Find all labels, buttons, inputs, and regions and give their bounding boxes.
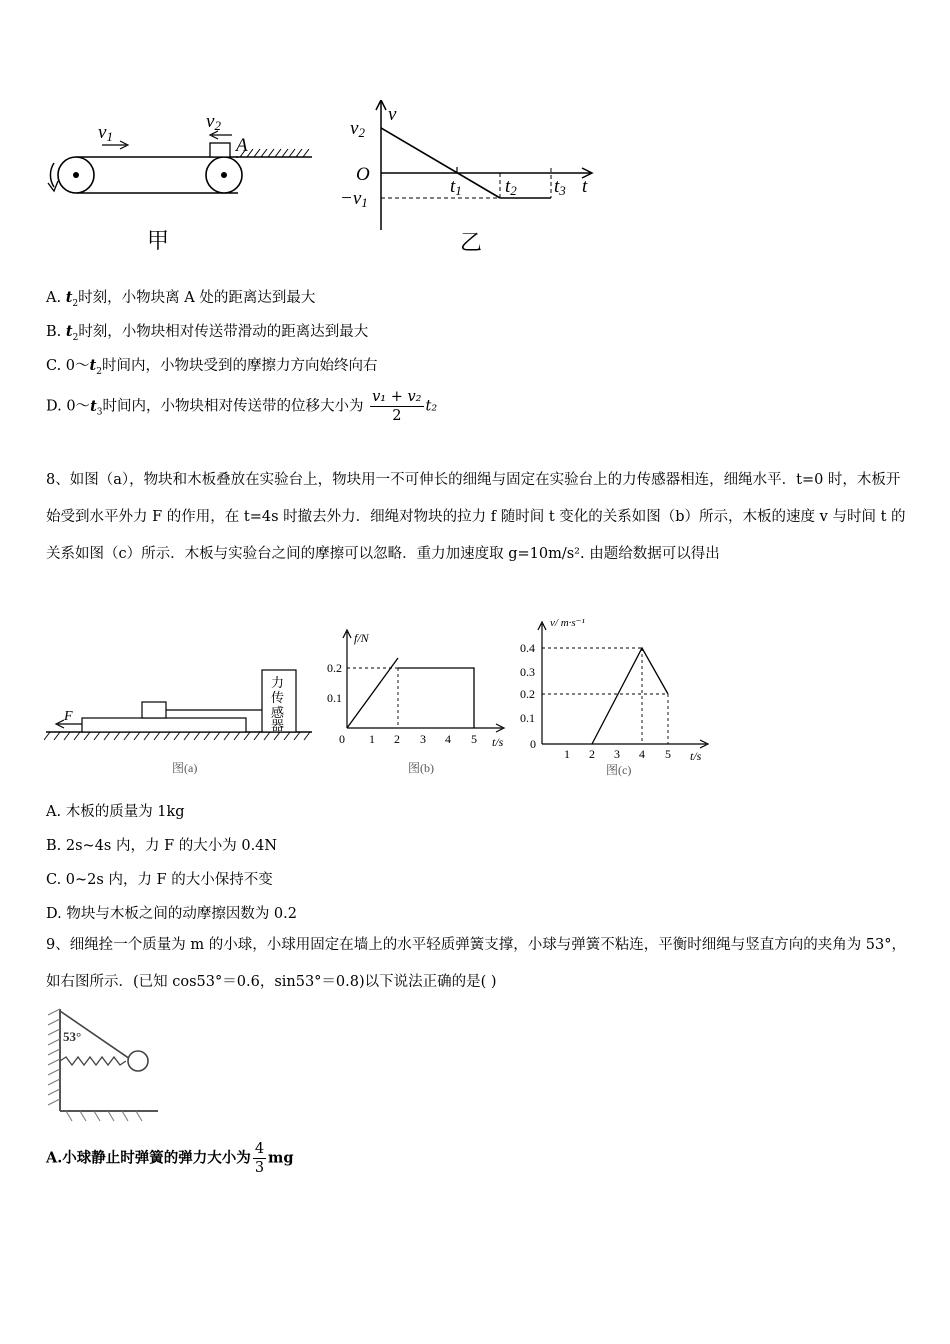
figure-a — [44, 664, 319, 782]
svg-text:2: 2 — [394, 732, 400, 746]
q7-option-b: B. $t_2$时刻，小物块相对传送带滑动的距离达到最大 — [46, 323, 369, 343]
svg-text:0: 0 — [530, 737, 536, 751]
svg-text:图(c): 图(c) — [606, 763, 632, 777]
svg-text:t/s: t/s — [690, 749, 702, 763]
svg-text:f/N: f/N — [354, 631, 369, 645]
figure-jia — [40, 105, 320, 255]
svg-text:0.3: 0.3 — [520, 665, 535, 679]
svg-text:力: 力 — [271, 675, 285, 690]
svg-text:1: 1 — [369, 732, 375, 746]
svg-text:器: 器 — [271, 718, 285, 733]
svg-text:0.2: 0.2 — [520, 687, 535, 701]
svg-text:5: 5 — [471, 732, 477, 746]
svg-text:0.4: 0.4 — [520, 641, 535, 655]
svg-text:t2: t2 — [505, 176, 517, 198]
figure-q9 — [46, 1005, 166, 1123]
svg-text:53°: 53° — [63, 1029, 82, 1044]
svg-text:v2: v2 — [350, 118, 365, 140]
fraction: $\frac{4}{3}$ — [254, 1141, 265, 1176]
f-curve — [347, 658, 398, 728]
svg-text:4: 4 — [445, 732, 451, 746]
svg-text:v/ m·s⁻¹: v/ m·s⁻¹ — [550, 617, 585, 629]
svg-text:感: 感 — [271, 705, 285, 720]
v-curve — [592, 648, 668, 744]
q7-option-a: A. $t_2$时刻，小物块离 A 处的距离达到最大 — [46, 289, 316, 309]
q8-option-c: C. 0~2s 内，力 F 的大小保持不变 — [46, 872, 273, 888]
svg-text:4: 4 — [639, 747, 645, 761]
svg-text:0.2: 0.2 — [327, 661, 342, 675]
svg-text:5: 5 — [665, 747, 671, 761]
block — [142, 702, 166, 718]
svg-text:F: F — [64, 709, 73, 724]
svg-text:2: 2 — [589, 747, 595, 761]
svg-text:t/s: t/s — [492, 735, 504, 749]
q8-option-a: A. 木板的质量为 1kg — [46, 804, 185, 820]
ball — [128, 1051, 148, 1071]
caption-jia: 甲 — [147, 228, 170, 253]
svg-text:0: 0 — [339, 732, 345, 746]
svg-text:1: 1 — [564, 747, 570, 761]
q9-option-a: A.小球静止时弹簧的弹力大小为 $\frac{4}{3}$ mg — [46, 1141, 294, 1176]
velocity-line — [381, 128, 500, 198]
svg-text:图(a): 图(a) — [172, 761, 198, 775]
svg-text:t: t — [582, 176, 588, 197]
svg-text:t1: t1 — [450, 176, 462, 198]
svg-text:t3: t3 — [554, 176, 566, 198]
svg-text:传: 传 — [271, 690, 285, 705]
svg-text:O: O — [356, 164, 370, 185]
figure-b — [322, 628, 512, 778]
svg-text:3: 3 — [614, 747, 620, 761]
q8-option-d: D. 物块与木板之间的动摩擦因数为 0.2 — [46, 906, 297, 922]
block-a — [210, 143, 230, 157]
q7-option-d: D. $0\sim t_3$时间内，小物块相对传送带的位移大小为 $\frac{\text{v₁ + v₂}}{2}$ t₂ — [46, 389, 438, 424]
wooden-board — [82, 718, 246, 732]
figure-yi — [338, 100, 598, 260]
q9-stem: 9、细绳拴一个质量为 m 的小球，小球用固定在墙上的水平轻质弹簧支撑，小球与弹簧不粘连，平衡时细绳与竖直方向的夹角为 53°，如右图所示．(已知 cos53°＝0.6，sin53°＝0.8)以下说法正确的是( ) — [46, 937, 906, 990]
fraction: $\frac{\text{v₁ + v₂}}{2}$ — [372, 389, 422, 424]
svg-text:v1: v1 — [98, 122, 113, 144]
caption-yi: 乙 — [460, 230, 483, 255]
svg-text:−v1: −v1 — [340, 188, 368, 210]
svg-text:0.1: 0.1 — [327, 691, 342, 705]
q8-option-b: B. 2s~4s 内，力 F 的大小为 0.4N — [46, 838, 278, 854]
spring — [60, 1057, 126, 1065]
q7-option-c: C. $0\sim t_2$时间内，小物块受到的摩擦力方向始终向右 — [46, 357, 378, 377]
svg-text:v2: v2 — [206, 111, 221, 133]
svg-text:图(b): 图(b) — [408, 761, 434, 775]
svg-text:3: 3 — [420, 732, 426, 746]
svg-text:0.1: 0.1 — [520, 711, 535, 725]
svg-text:A: A — [236, 135, 248, 156]
figure-c — [520, 612, 720, 782]
svg-text:v: v — [388, 104, 397, 125]
q8-stem: 8、如图（a），物块和木板叠放在实验台上，物块用一不可伸长的细绳与固定在实验台上的力传感器相连，细绳水平．t=0 时，木板开始受到水平外力 F 的作用，在 t=4s 时撤去外力．细绳对物块的拉力 f 随时间 t 变化的关系如图（b）所示，木板的速度 v 与时间 t 的关系如图（c）所示．木板与实验台之间的摩擦可以忽略．重力加速度取 g=10m/s². 由题给数据可以得出 — [46, 472, 906, 562]
